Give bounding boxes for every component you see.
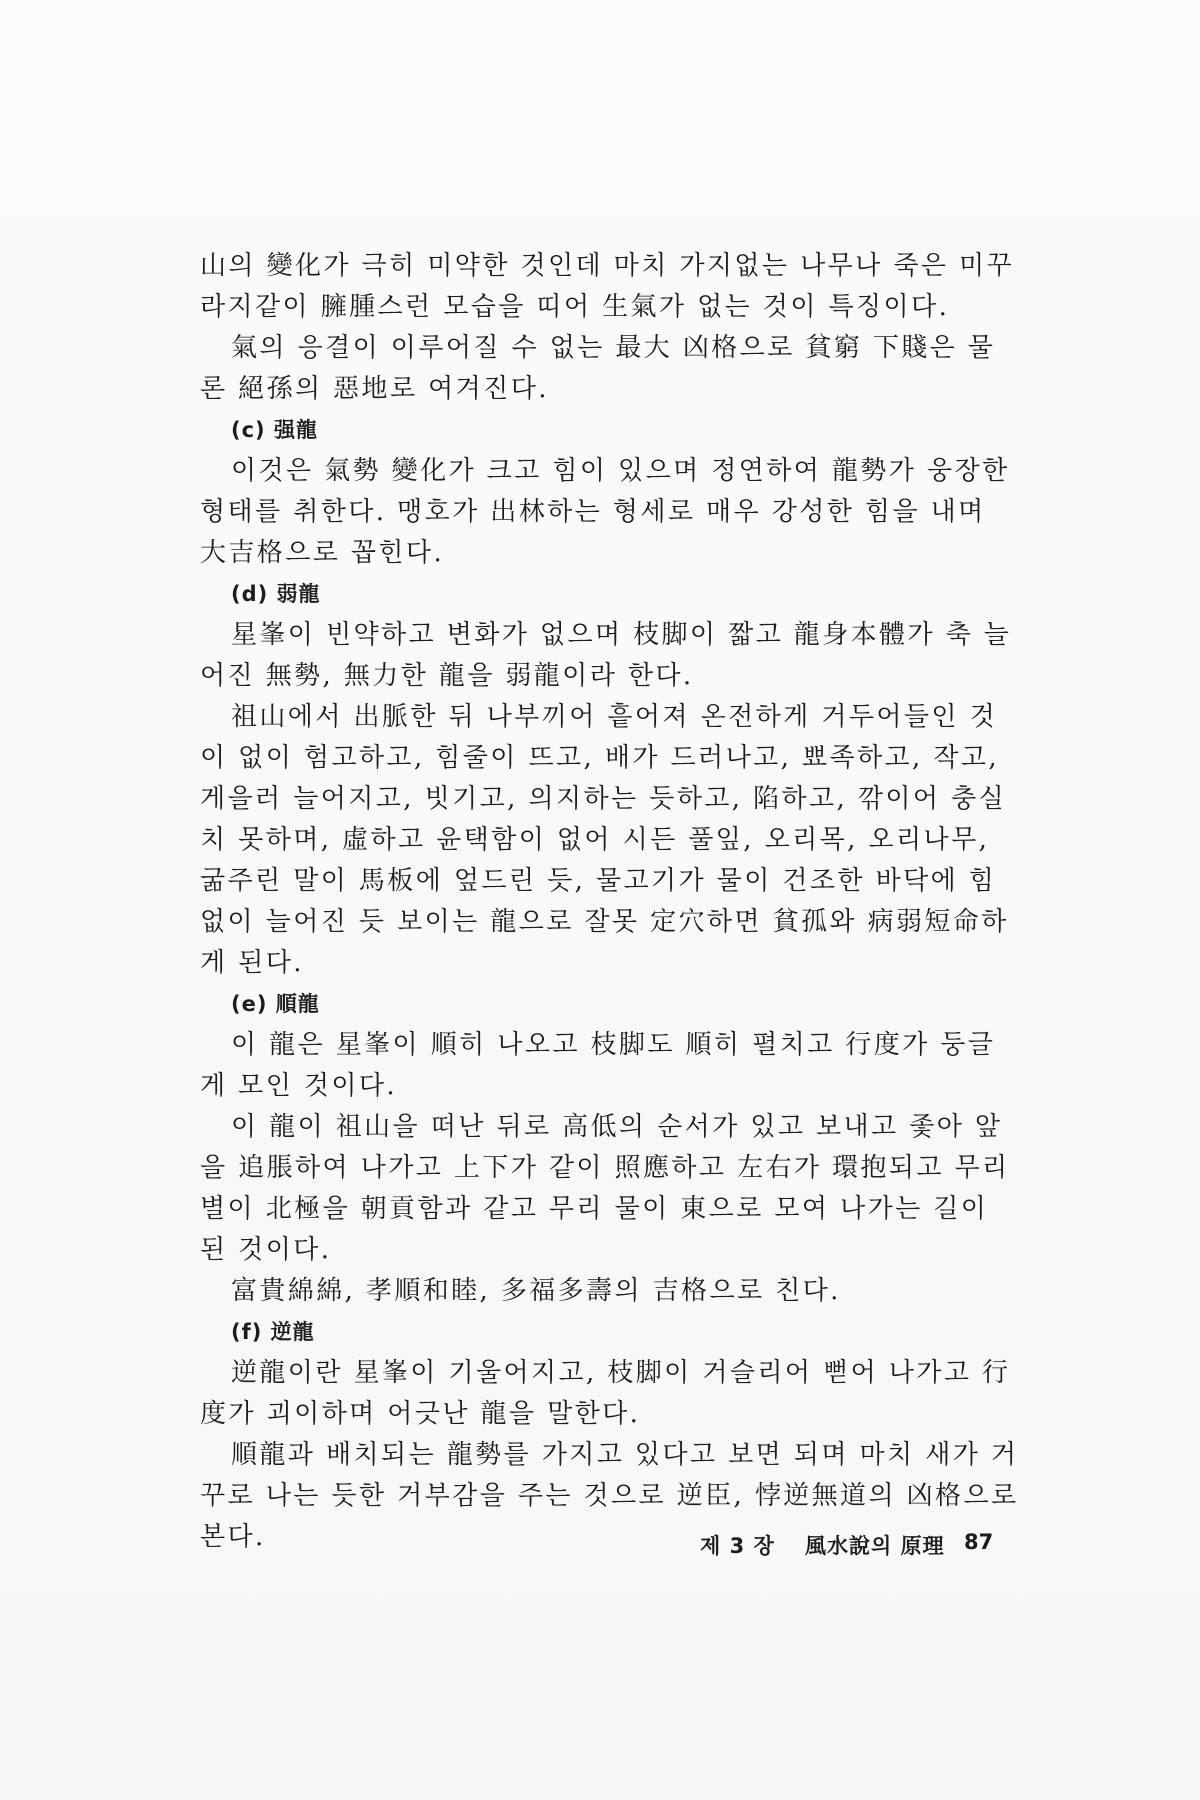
paragraph: 順龍과 배치되는 龍勢를 가지고 있다고 보면 되며 마치 새가 거꾸로 나는 듯한 거부감을 주는 것으로 逆臣, 悖逆無道의 凶格으로 본다. <box>200 1440 1019 1552</box>
page-footer <box>690 1530 1020 1564</box>
paragraph: 富貴綿綿, 孝順和睦, 多福多壽의 吉格으로 친다. <box>231 1276 841 1306</box>
footer-chapter-title: 風水說의 原理 <box>805 1534 945 1558</box>
section-heading-d: (d) 弱龍 <box>231 582 321 606</box>
paragraph: 氣의 응결이 이루어질 수 없는 最大 凶格으로 貧窮 下賤은 물론 絕孫의 惡地로 여겨진다. <box>200 333 996 404</box>
paragraph: 이 龍은 星峯이 順히 나오고 枝脚도 順히 펼치고 行度가 둥글게 모인 것이다. <box>200 1030 996 1101</box>
paragraph: 이것은 氣勢 變化가 크고 힘이 있으며 정연하여 龍勢가 웅장한 형태를 취한다. 맹호가 出林하는 형세로 매우 강성한 힘을 내며 大吉格으로 꼽힌다. <box>200 456 1010 568</box>
paragraph: 山의 變化가 극히 미약한 것인데 마치 가지없는 나무나 죽은 미꾸라지같이 臃腫스런 모습을 띠어 生氣가 없는 것이 특징이다. <box>200 251 1015 322</box>
paragraph: 祖山에서 出脈한 뒤 나부끼어 흩어져 온전하게 거두어들인 것이 없이 험고하고, 힘줄이 뜨고, 배가 드러나고, 뾰족하고, 작고, 게을러 늘어지고, 빗기고, 의지하는 듯하고, 陷하고, 깎이어 충실치 못하며, 虛하고 윤택함이 없어 시든 풀잎, 오리목, 오리나무, 굶주린 말이 馬板에 엎드린 듯, 물고기가 물이 건조한 바닥에 힘없이 늘어진 듯 보이는 龍으로 잘못 定穴하면 貧孤와 病弱短命하게 된다. <box>200 702 1009 978</box>
paragraph: 逆龍이란 星峯이 기울어지고, 枝脚이 거슬리어 뻗어 나가고 行度가 괴이하며 어긋난 龍을 말한다. <box>200 1358 1011 1429</box>
section-heading-e: (e) 順龍 <box>231 992 320 1016</box>
paragraph: 이 龍이 祖山을 떠난 뒤로 高低의 순서가 있고 보내고 좇아 앞을 追脹하여 나가고 上下가 같이 照應하고 左右가 環抱되고 무리 별이 北極을 朝貢함과 같고 무리 물이 東으로 모여 나가는 길이 된 것이다. <box>200 1112 1010 1265</box>
footer-chapter: 제 3 장 <box>700 1534 775 1558</box>
section-heading-f: (f) 逆龍 <box>231 1320 315 1344</box>
paragraph: 星峯이 빈약하고 변화가 없으며 枝脚이 짧고 龍身本體가 축 늘어진 無勢, 無力한 龍을 弱龍이라 한다. <box>200 620 1012 691</box>
page-number: 87 <box>964 1530 994 1554</box>
section-heading-c: (c) 强龍 <box>231 418 318 442</box>
body-text <box>200 246 1020 1558</box>
